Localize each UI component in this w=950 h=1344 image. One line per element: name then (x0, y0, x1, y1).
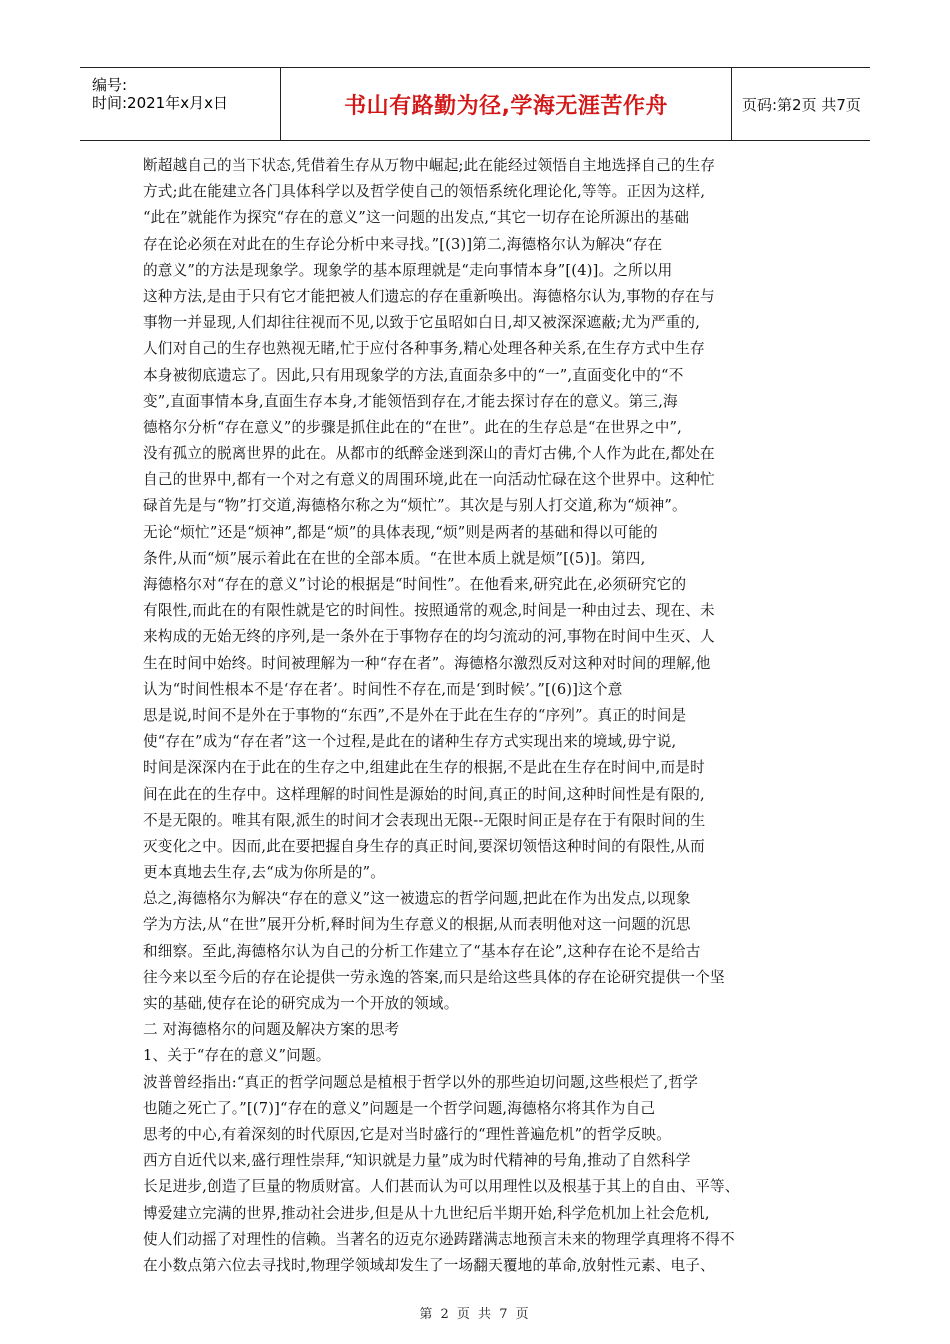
body-line: 不是无限的。唯其有限,派生的时间才会表现出无限--无限时间正是存在于有限时间的生 (143, 811, 706, 829)
body-line: 本身被彻底遗忘了。因此,只有用现象学的方法,直面杂多中的“一”,直面变化中的“不 (143, 366, 684, 384)
body-line: 自己的世界中,都有一个对之有意义的周围环境,此在一向活动忙碌在这个世界中。这种忙 (143, 471, 715, 489)
document-number-label: 编号: (92, 76, 128, 94)
body-line: 博爱建立完满的世界,推动社会进步,但是从十九世纪后半期开始,科学危机加上社会危机, (143, 1204, 710, 1222)
body-line: 事物一并显现,人们却往往视而不见,以致于它虽昭如白日,却又被深深遮蔽;尤为严重的, (143, 314, 701, 332)
body-line: 认为“时间性根本不是‘存在者’。时间性不存在,而是‘到时候’。”[(6)]这个意 (143, 680, 623, 698)
body-line: 1、关于“存在的意义”问题。 (143, 1047, 331, 1065)
body-line: 使“存在”成为“存在者”这一个过程,是此在的诸种生存方式实现出来的境域,毋宁说, (143, 733, 677, 751)
body-line: 也随之死亡了。”[(7)]“存在的意义”问题是一个哲学问题,海德格尔将其作为自己 (143, 1099, 656, 1117)
body-line: 和细察。至此,海德格尔认为自己的分析工作建立了“基本存在论”,这种存在论不是给古 (143, 942, 701, 960)
page-footer: 第 2 页 共 7 页 (419, 1307, 531, 1322)
body-line: 海德格尔对“存在的意义”讨论的根据是“时间性”。在他看来,研究此在,必须研究它的 (143, 576, 687, 593)
body-line: 存在论必须在对此在的生存论分析中来寻找。”[(3)]第二,海德格尔认为解决“存在 (143, 235, 663, 253)
header-page-cell (732, 68, 870, 140)
body-line: 更本真地去生存,去“成为你所是的”。 (143, 864, 386, 882)
body-line: 德格尔分析“存在意义”的步骤是抓住此在的“在世”。此在的生存总是“在世界之中”, (143, 418, 683, 436)
body-line: 波普曾经指出:“真正的哲学问题总是植根于哲学以外的那些迫切问题,这些根烂了,哲学 (143, 1073, 699, 1091)
body-line: 变”,直面事情本身,直面生存本身,才能领悟到存在,才能去探讨存在的意义。第三,海 (143, 392, 678, 410)
body-line: 没有孤立的脱离世界的此在。从都市的纸醉金迷到深山的青灯古佛,个人作为此在,都处在 (143, 445, 715, 463)
body-line: 断超越自己的当下状态,凭借着生存从万物中崛起;此在能经过领悟自主地选择自己的生存 (143, 157, 716, 174)
body-line: 的意义”的方法是现象学。现象学的基本原理就是“走向事情本身”[(4)]。之所以用 (143, 261, 673, 279)
header-info-cell (80, 68, 280, 140)
header-motto-cell (280, 68, 732, 140)
body-line: 总之,海德格尔为解决“存在的意义”这一被遗忘的哲学问题,把此在作为出发点,以现象 (143, 890, 691, 908)
body-line: 条件,从而“烦”展示着此在在世的全部本质。“在世本质上就是烦”[(5)]。第四, (143, 549, 646, 567)
body-line: 实的基础,使存在论的研究成为一个开放的领域。 (143, 995, 459, 1012)
body-line: 无论“烦忙”还是“烦神”,都是“烦”的具体表现,“烦”则是两者的基础和得以可能的 (143, 523, 658, 541)
body-line: 来构成的无始无终的序列,是一条外在于事物存在的均匀流动的河,事物在时间中生灭、人 (143, 628, 715, 646)
body-line: 方式;此在能建立各门具体科学以及哲学使自己的领悟系统化理论化,等等。正因为这样, (143, 183, 706, 201)
body-line: 在小数点第六位去寻找时,物理学领域却发生了一场翻天覆地的革命,放射性元素、电子、 (143, 1256, 715, 1274)
body-line: 使人们动摇了对理性的信赖。当著名的迈克尔逊踌躇满志地预言未来的物理学真理将不得不 (143, 1230, 735, 1248)
body-line: 时间是深深内在于此在的生存之中,组建此在生存的根据,不是此在生存在时间中,而是时 (143, 759, 705, 777)
body-line: 生在时间中始终。时间被理解为一种“存在者”。海德格尔激烈反对这种对时间的理解,他 (143, 654, 711, 672)
body-line: 西方自近代以来,盛行理性崇拜,“知识就是力量”成为时代精神的号角,推动了自然科学 (143, 1152, 691, 1170)
body-line: 碌首先是与“物”打交道,海德格尔称之为“烦忙”。其次是与别人打交道,称为“烦神”。 (143, 497, 687, 515)
body-line: 人们对自己的生存也熟视无睹,忙于应付各种事务,精心处理各种关系,在生存方式中生存 (143, 340, 705, 358)
body-line: 间在此在的生存中。这样理解的时间性是源始的时间,真正的时间,这种时间性是有限的, (143, 785, 705, 803)
body-line: 有限性,而此在的有限性就是它的时间性。按照通常的观念,时间是一种由过去、现在、未 (143, 602, 715, 620)
body-line: 往今来以至今后的存在论提供一劳永逸的答案,而只是给这些具体的存在论研究提供一个坚 (143, 968, 725, 986)
body-line: 长足进步,创造了巨量的物质财富。人们甚而认为可以用理性以及根基于其上的自由、平等、 (143, 1178, 740, 1196)
body-line: “此在”就能作为探究“存在的意义”这一问题的出发点,“其它一切存在论所源出的基础 (143, 209, 690, 227)
document-date-label: 时间:2021年x月x日 (92, 94, 228, 112)
body-line: 二 对海德格尔的问题及解决方案的思考 (143, 1021, 400, 1039)
header-page-code: 页码:第2页 共7页 (742, 95, 861, 114)
body-line: 这种方法,是由于只有它才能把被人们遗忘的存在重新唤出。海德格尔认为,事物的存在与 (143, 287, 715, 305)
body-line: 灭变化之中。因而,此在要把握自身生存的真正时间,要深切领悟这种时间的有限性,从而 (143, 837, 705, 855)
header-motto: 书山有路勤为径,学海无涯苦作舟 (344, 93, 668, 119)
page-header (80, 67, 870, 141)
document-body (143, 153, 815, 1279)
body-line: 思是说,时间不是外在于事物的“东西”,不是外在于此在生存的“序列”。真正的时间是 (143, 706, 687, 724)
body-line: 学为方法,从“在世”展开分析,释时间为生存意义的根据,从而表明他对这一问题的沉思 (143, 916, 691, 934)
body-line: 思考的中心,有着深刻的时代原因,它是对当时盛行的“理性普遍危机”的哲学反映。 (143, 1125, 671, 1143)
